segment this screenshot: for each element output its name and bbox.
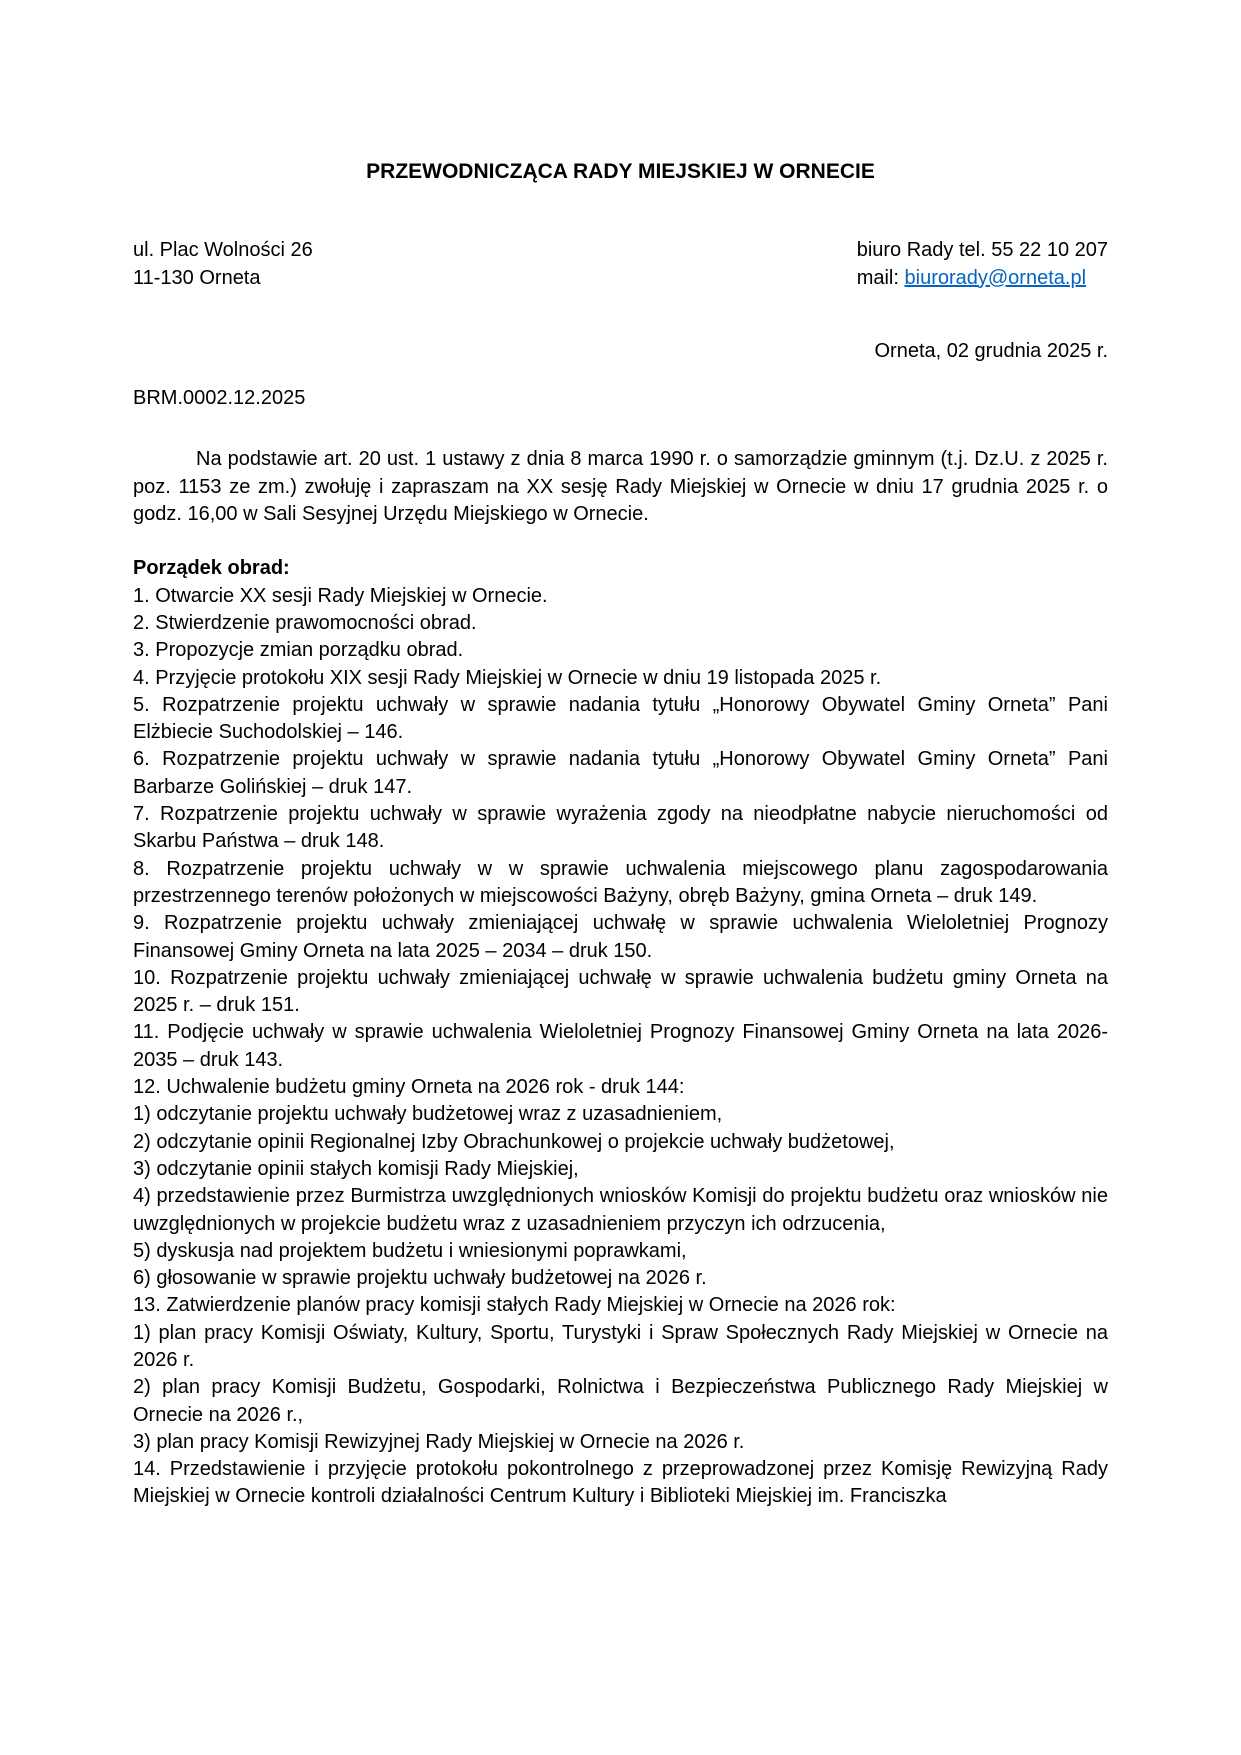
agenda-subitem: 2) plan pracy Komisji Budżetu, Gospodarki, Rolnictwa i Bezpieczeństwa Publicznego Rady Miejskiej w Ornecie na 2026 r., <box>133 1376 1108 1426</box>
agenda-subitem: 2) odczytanie opinii Regionalnej Izby Obrachunkowej o projekcie uchwały budżetowej, <box>133 1130 895 1153</box>
reference-number: BRM.0002.12.2025 <box>133 387 306 410</box>
agenda-subitem: 6) głosowanie w sprawie projektu uchwały budżetowej na 2026 r. <box>133 1267 707 1290</box>
mail-label: mail: <box>856 266 905 289</box>
document-title: PRZEWODNICZĄCA RADY MIEJSKIEJ W ORNECIE <box>366 160 875 183</box>
agenda-item: 12. Uchwalenie budżetu gminy Orneta na 2026 rok - druk 144: <box>133 1076 685 1099</box>
contact-mail-line <box>857 265 1108 292</box>
agenda-item: 4. Przyjęcie protokołu XIX sesji Rady Miejskiej w Ornecie w dniu 19 listopada 2025 r. <box>133 666 882 689</box>
agenda-item: 3. Propozycje zmian porządku obrad. <box>133 639 464 662</box>
agenda-heading: Porządek obrad: <box>133 557 290 580</box>
address-street: ul. Plac Wolności 26 <box>133 239 313 262</box>
agenda-item: 5. Rozpatrzenie projektu uchwały w sprawie nadania tytułu „Honorowy Obywatel Gminy Orneta” Pani Elżbiecie Suchodolskiej – 146. <box>133 693 1108 744</box>
agenda-item: 10. Rozpatrzenie projektu uchwały zmieniającej uchwałę w sprawie uchwalenia budżetu gminy Orneta na 2025 r. – druk 151. <box>133 966 1108 1017</box>
agenda-item: 6. Rozpatrzenie projektu uchwały w sprawie nadania tytułu „Honorowy Obywatel Gminy Orneta” Pani Barbarze Golińskiej – druk 147. <box>133 748 1108 798</box>
agenda-item: 13. Zatwierdzenie planów pracy komisji stałych Rady Miejskiej w Ornecie na 2026 rok: <box>133 1294 896 1317</box>
agenda-item: 11. Podjęcie uchwały w sprawie uchwalenia Wieloletniej Prognozy Finansowej Gminy Orneta na lata 2026-2035 – druk 143. <box>133 1021 1108 1071</box>
agenda-subitem: 5) dyskusja nad projektem budżetu i wniesionymi poprawkami, <box>133 1239 687 1262</box>
agenda-item: 14. Przedstawienie i przyjęcie protokołu pokontrolnego z przeprowadzonej przez Komisję Rewizyjną Rady Miejskiej w Ornecie kontroli działalności Centrum Kultury i Biblioteki Miejskiej im. Franciszka <box>133 1458 1108 1508</box>
agenda-list <box>133 583 1108 1511</box>
dateline: Orneta, 02 grudnia 2025 r. <box>874 339 1108 362</box>
intro-paragraph: Na podstawie art. 20 ust. 1 ustawy z dnia 8 marca 1990 r. o samorządzie gminnym (t.j. Dz.U. z 2025 r. poz. 1153 ze zm.) zwołuję i zapraszam na XX sesję Rady Miejskiej w Ornecie w dniu 17 grudnia 2025 r. o godz. 16,00 w Sali Sesyjnej Urzędu Miejskiego w Ornecie. <box>133 448 1108 526</box>
address-city: 11-130 Orneta <box>133 266 261 289</box>
agenda-item: 7. Rozpatrzenie projektu uchwały w sprawie wyrażenia zgody na nieodpłatne nabycie nieruchomości od Skarbu Państwa – druk 148. <box>133 803 1108 853</box>
contact-info <box>857 237 1108 292</box>
agenda-item: 9. Rozpatrzenie projektu uchwały zmieniającej uchwałę w sprawie uchwalenia Wieloletniej Prognozy Finansowej Gminy Orneta na lata 2025 – 2034 – druk 150. <box>133 912 1108 962</box>
agenda-subitem: 1) plan pracy Komisji Oświaty, Kultury, Sportu, Turystyki i Spraw Społecznych Rady Miejskiej w Ornecie na 2026 r. <box>133 1321 1108 1371</box>
agenda-item: 8. Rozpatrzenie projektu uchwały w w sprawie uchwalenia miejscowego planu zagospodarowania przestrzennego terenów położonych w miejscowości Bażyny, obręb Bażyny, gmina Orneta – druk 149. <box>133 857 1108 907</box>
email-link[interactable]: biurorady@orneta.pl <box>904 266 1087 289</box>
agenda-item: 2. Stwierdzenie prawomocności obrad. <box>133 611 477 634</box>
agenda-subitem: 4) przedstawienie przez Burmistrza uwzględnionych wniosków Komisji do projektu budżetu oraz wniosków nie uwzględnionych w projekcie budżetu wraz z uzasadnieniem przyczyn ich odrzucenia, <box>133 1185 1108 1235</box>
agenda-subitem: 3) plan pracy Komisji Rewizyjnej Rady Miejskiej w Ornecie na 2026 r. <box>133 1430 745 1453</box>
agenda-subitem: 1) odczytanie projektu uchwały budżetowej wraz z uzasadnieniem, <box>133 1103 723 1126</box>
agenda-item: 1. Otwarcie XX sesji Rady Miejskiej w Ornecie. <box>133 584 548 607</box>
sender-address <box>133 237 313 292</box>
agenda-subitem: 3) odczytanie opinii stałych komisji Rady Miejskiej, <box>133 1157 579 1180</box>
contact-phone: biuro Rady tel. 55 22 10 207 <box>856 239 1108 262</box>
letterhead <box>133 237 1108 292</box>
